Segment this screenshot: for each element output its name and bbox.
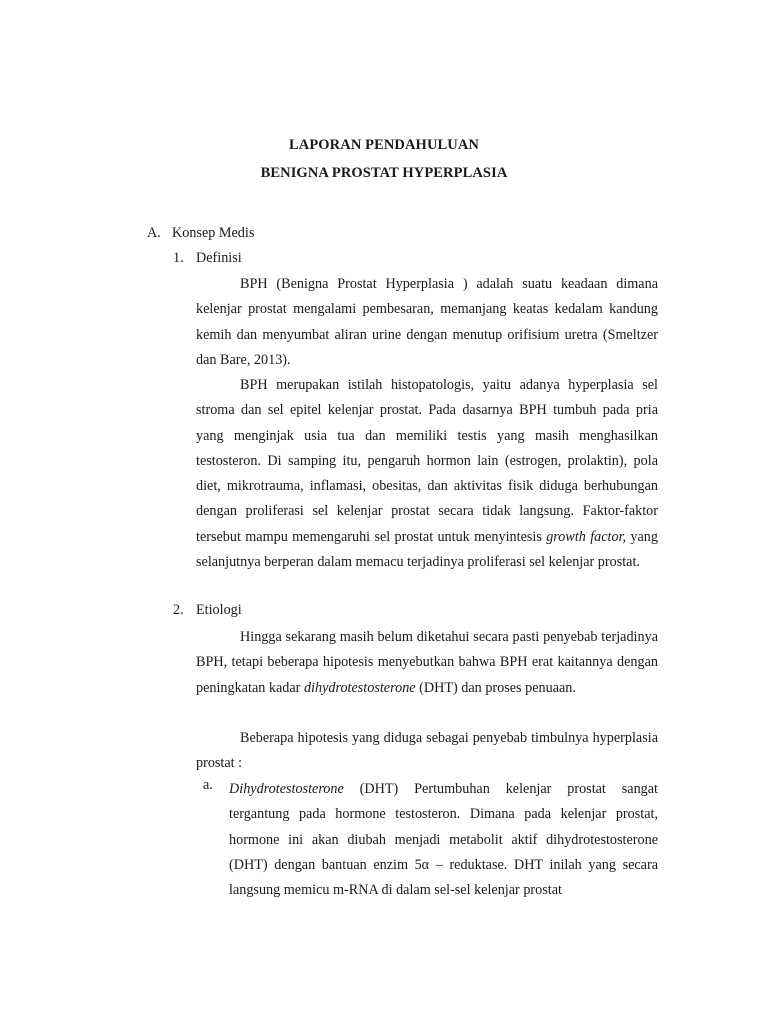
etiologi-paragraph-1-italic: dihydrotestosterone — [303, 679, 416, 696]
section-a-label: A. — [147, 225, 161, 241]
definisi-paragraph-2 — [196, 373, 658, 575]
etiologi-paragraph-2-text: Beberapa hipotesis yang diduga sebagai penyebab timbulnya hyperplasia prostat : — [196, 730, 658, 772]
etiologi-paragraph-2 — [196, 726, 658, 777]
etiologi-item-a-label: a. — [203, 777, 213, 793]
definisi-paragraph-2-text-end: yang selanjutnya berperan dalam memacu terjadinya proliferasi sel kelenjar prostat. — [196, 528, 658, 571]
subsection-definisi-number: 1. — [173, 250, 184, 266]
definisi-paragraph-1 — [196, 272, 658, 373]
definisi-paragraph-2-italic: growth factor, — [546, 528, 627, 545]
subsection-etiologi-title: Etiologi — [196, 602, 242, 618]
subsection-etiologi-number: 2. — [173, 602, 184, 618]
section-a-title: Konsep Medis — [172, 225, 255, 241]
etiologi-item-a-text — [229, 777, 658, 903]
etiologi-paragraph-1-text-end: (DHT) dan proses penuaan. — [415, 679, 576, 696]
etiologi-item-a-italic: Dihydrotestosterone — [229, 781, 344, 797]
etiologi-paragraph-1-text-start: Hingga sekarang masih belum diketahui secara pasti penyebab terjadinya BPH, tetapi beberapa hipotesis menyebutkan bahwa BPH erat kaitannya dengan peningkatan kadar — [196, 629, 658, 696]
document-subtitle: BENIGNA PROSTAT HYPERPLASIA — [260, 165, 508, 181]
definisi-paragraph-2-text-start: BPH merupakan istilah histopatologis, yaitu adanya hyperplasia sel stroma dan sel epitel kelenjar prostat. Pada dasarnya BPH tumbuh pada pria yang menginjak usia tua dan memiliki testis yang masih menghasilkan testosteron. Di samping itu, pengaruh hormon lain (estrogen, prolaktin), pola diet, mikrotrauma, inflamasi, obesitas, dan aktivitas fisik diduga berhubungan dengan proliferasi sel kelenjar prostat secara tidak langsung. Faktor-faktor tersebut mampu memengaruhi sel prostat untuk menyintesis — [196, 377, 658, 545]
etiologi-paragraph-1 — [196, 625, 658, 701]
document-title: LAPORAN PENDAHULUAN — [289, 137, 479, 153]
definisi-paragraph-1-text: BPH (Benigna Prostat Hyperplasia ) adalah suatu keadaan dimana kelenjar prostat mengalami pembesaran, memanjang keatas kedalam kandung kemih dan menyumbat aliran urine dengan menutup orifisium uretra (Smeltzer dan Bare, 2013). — [196, 276, 658, 368]
subsection-definisi-title: Definisi — [196, 250, 242, 266]
etiologi-item-a-body: (DHT) Pertumbuhan kelenjar prostat sangat tergantung pada hormone testosteron. Dimana pada kelenjar prostat, hormone ini akan diubah menjadi metabolit aktif dihydrotestosterone (DHT) dengan bantuan enzim 5α – reduktase. DHT inilah yang secara langsung memicu m-RNA di dalam sel-sel kelenjar prostat — [229, 781, 658, 899]
